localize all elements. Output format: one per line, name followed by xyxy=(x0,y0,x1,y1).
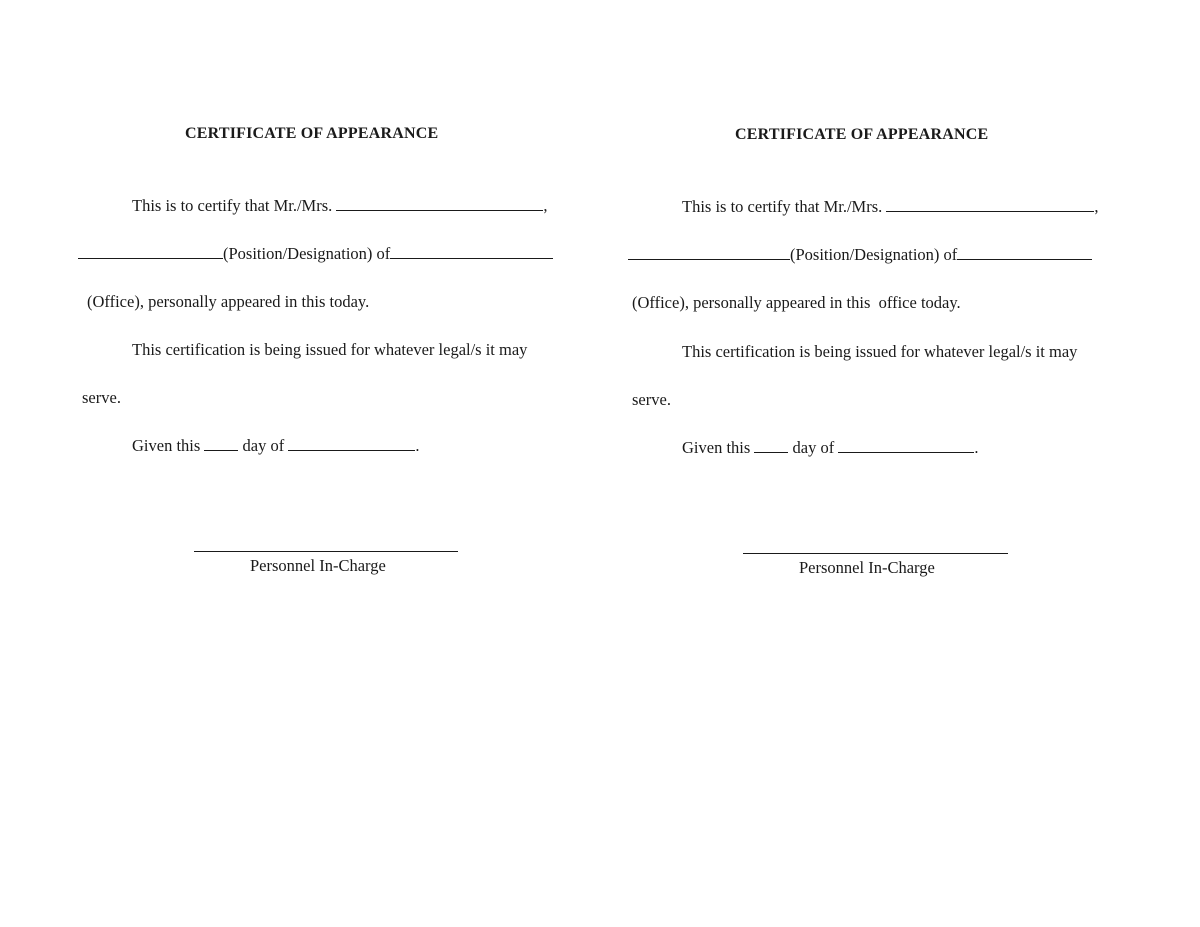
given-line xyxy=(132,436,420,456)
certificate-title: CERTIFICATE OF APPEARANCE xyxy=(735,126,989,143)
given-text: Given this xyxy=(682,438,751,457)
certify-line xyxy=(132,196,548,216)
month-blank[interactable] xyxy=(288,436,415,451)
period: . xyxy=(415,436,420,455)
office-text: (Office), personally appeared in this office today. xyxy=(632,293,961,312)
serve-text: serve. xyxy=(632,390,671,409)
signature-label: Personnel In-Charge xyxy=(250,556,386,575)
signature-line[interactable] xyxy=(743,553,1008,554)
issued-text: This certification is being issued for whatever legal/s it may xyxy=(132,340,528,359)
given-text: Given this xyxy=(132,436,201,455)
office-blank[interactable] xyxy=(390,244,553,259)
certificate-left xyxy=(0,0,560,927)
certify-line xyxy=(682,197,1099,217)
certify-text: This is to certify that Mr./Mrs. xyxy=(132,196,333,215)
certificate-right xyxy=(550,0,1110,927)
comma: , xyxy=(1094,197,1099,216)
office-blank[interactable] xyxy=(957,245,1092,260)
given-line xyxy=(682,438,979,458)
certify-text: This is to certify that Mr./Mrs. xyxy=(682,197,883,216)
position-line xyxy=(78,244,553,264)
day-of-text: day of xyxy=(792,438,835,457)
certificate-title: CERTIFICATE OF APPEARANCE xyxy=(185,125,439,142)
position-text: (Position/Designation) of xyxy=(790,245,958,264)
name-blank[interactable] xyxy=(336,196,543,211)
serve-text: serve. xyxy=(82,388,121,407)
period: . xyxy=(974,438,979,457)
day-of-text: day of xyxy=(242,436,285,455)
signature-line[interactable] xyxy=(194,551,458,552)
day-blank[interactable] xyxy=(754,438,788,453)
position-blank[interactable] xyxy=(628,245,790,260)
comma: , xyxy=(543,196,548,215)
position-line xyxy=(628,245,1092,265)
position-text: (Position/Designation) of xyxy=(223,244,391,263)
signature-label: Personnel In-Charge xyxy=(799,558,935,577)
office-text: (Office), personally appeared in this today. xyxy=(87,292,370,311)
position-blank[interactable] xyxy=(78,244,223,259)
day-blank[interactable] xyxy=(204,436,238,451)
name-blank[interactable] xyxy=(886,197,1094,212)
issued-text: This certification is being issued for whatever legal/s it may xyxy=(682,342,1078,361)
month-blank[interactable] xyxy=(838,438,974,453)
